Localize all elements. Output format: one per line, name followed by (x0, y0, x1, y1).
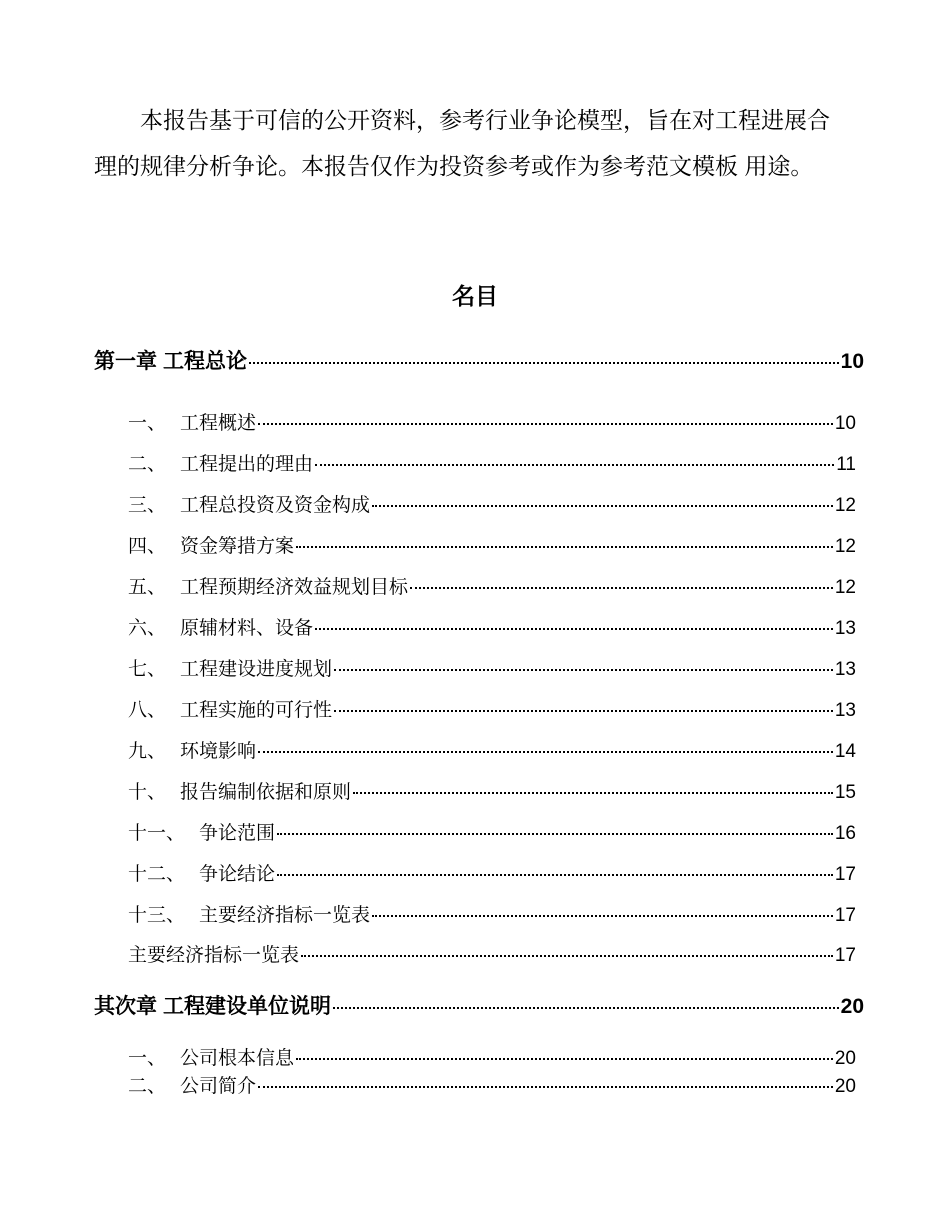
page-number: 10 (834, 413, 856, 434)
entry-number: 九、 (128, 741, 167, 762)
dot-leader (334, 710, 833, 712)
toc-entry[interactable] (128, 408, 856, 435)
dot-leader (372, 505, 833, 507)
page-number: 13 (834, 659, 856, 680)
toc-chapter-1[interactable] (94, 345, 864, 375)
dot-leader (277, 833, 833, 835)
dot-leader (410, 587, 833, 589)
page-number: 20 (840, 995, 864, 1018)
entry-label: 工程建设进度规划 (180, 659, 333, 680)
entry-number: 十、 (128, 782, 167, 803)
page-number: 13 (834, 618, 856, 639)
page-number: 12 (834, 495, 856, 516)
toc-entry[interactable] (128, 695, 856, 722)
page-number: 10 (840, 350, 864, 373)
entry-label: 报告编制依据和原则 (180, 782, 352, 803)
entry-number: 二、 (128, 454, 167, 475)
dot-leader (353, 792, 833, 794)
entry-number: 三、 (128, 495, 167, 516)
entry-label: 工程提出的理由 (180, 454, 314, 475)
dot-leader (372, 915, 833, 917)
page-number: 20 (834, 1048, 856, 1069)
page-number: 17 (834, 905, 856, 926)
entry-number: 一、 (128, 1048, 167, 1069)
dot-leader (334, 669, 833, 671)
dot-leader (333, 1007, 839, 1009)
entry-label: 争论结论 (199, 864, 276, 885)
dot-leader (258, 751, 833, 753)
dot-leader (258, 423, 833, 425)
intro-paragraph: 本报告基于可信的公开资料，参考行业争论模型，旨在对工程进展合理的规律分析争论。本报告仅作为投资参考或作为参考范文模板 用途。 (94, 107, 830, 179)
toc-entry[interactable] (128, 1043, 856, 1070)
page-number: 15 (834, 782, 856, 803)
entry-label: 工程实施的可行性 (180, 700, 333, 721)
toc-entry[interactable] (128, 449, 856, 476)
toc-entry[interactable] (128, 818, 856, 845)
toc-entry[interactable] (128, 736, 856, 763)
page-number: 12 (834, 536, 856, 557)
dot-leader (315, 464, 834, 466)
entry-label: 争论范围 (199, 823, 276, 844)
chapter-number: 第一章 (94, 350, 157, 373)
dot-leader (296, 1058, 833, 1060)
entry-label: 主要经济指标一览表 (128, 945, 300, 966)
entry-label: 工程概述 (180, 413, 257, 434)
page-number: 16 (834, 823, 856, 844)
dot-leader (258, 1086, 833, 1088)
toc-entry[interactable] (128, 613, 856, 640)
dot-leader (277, 874, 833, 876)
dot-leader (315, 628, 833, 630)
toc-entry[interactable] (128, 572, 856, 599)
toc-entry[interactable] (128, 777, 856, 804)
page-number: 12 (834, 577, 856, 598)
entry-label: 公司根本信息 (180, 1048, 295, 1069)
entry-number: 一、 (128, 413, 167, 434)
toc-entry[interactable] (128, 490, 856, 517)
entry-number: 二、 (128, 1076, 167, 1097)
entry-label: 资金筹措方案 (180, 536, 295, 557)
entry-number: 十三、 (128, 905, 186, 926)
toc-entry[interactable] (128, 531, 856, 558)
chapter-number: 其次章 (94, 995, 157, 1018)
dot-leader (249, 362, 839, 364)
toc-chapter-2[interactable] (94, 990, 864, 1020)
dot-leader (301, 955, 833, 957)
page-number: 17 (834, 864, 856, 885)
entry-label: 环境影响 (180, 741, 257, 762)
page-number: 14 (834, 741, 856, 762)
entry-number: 十一、 (128, 823, 186, 844)
page-number: 11 (836, 454, 856, 475)
chapter-title: 工程建设单位说明 (163, 995, 331, 1018)
chapter-title: 工程总论 (163, 350, 247, 373)
entry-label: 工程总投资及资金构成 (180, 495, 371, 516)
page-number: 17 (834, 945, 856, 966)
toc-entry[interactable] (128, 654, 856, 681)
entry-number: 四、 (128, 536, 167, 557)
entry-number: 十二、 (128, 864, 186, 885)
entry-label: 工程预期经济效益规划目标 (180, 577, 409, 598)
entry-label: 主要经济指标一览表 (199, 905, 371, 926)
page-number: 13 (834, 700, 856, 721)
toc-entry[interactable] (128, 940, 856, 967)
entry-label: 原辅材料、设备 (180, 618, 314, 639)
entry-number: 七、 (128, 659, 167, 680)
dot-leader (296, 546, 833, 548)
entry-label: 公司简介 (180, 1076, 257, 1097)
toc-entry[interactable] (128, 859, 856, 886)
entry-number: 六、 (128, 618, 167, 639)
entry-number: 五、 (128, 577, 167, 598)
page-number: 20 (834, 1076, 856, 1097)
entry-number: 八、 (128, 700, 167, 721)
toc-entry[interactable] (128, 1071, 856, 1098)
toc-title: 名目 (452, 283, 498, 309)
toc-entry[interactable] (128, 900, 856, 927)
